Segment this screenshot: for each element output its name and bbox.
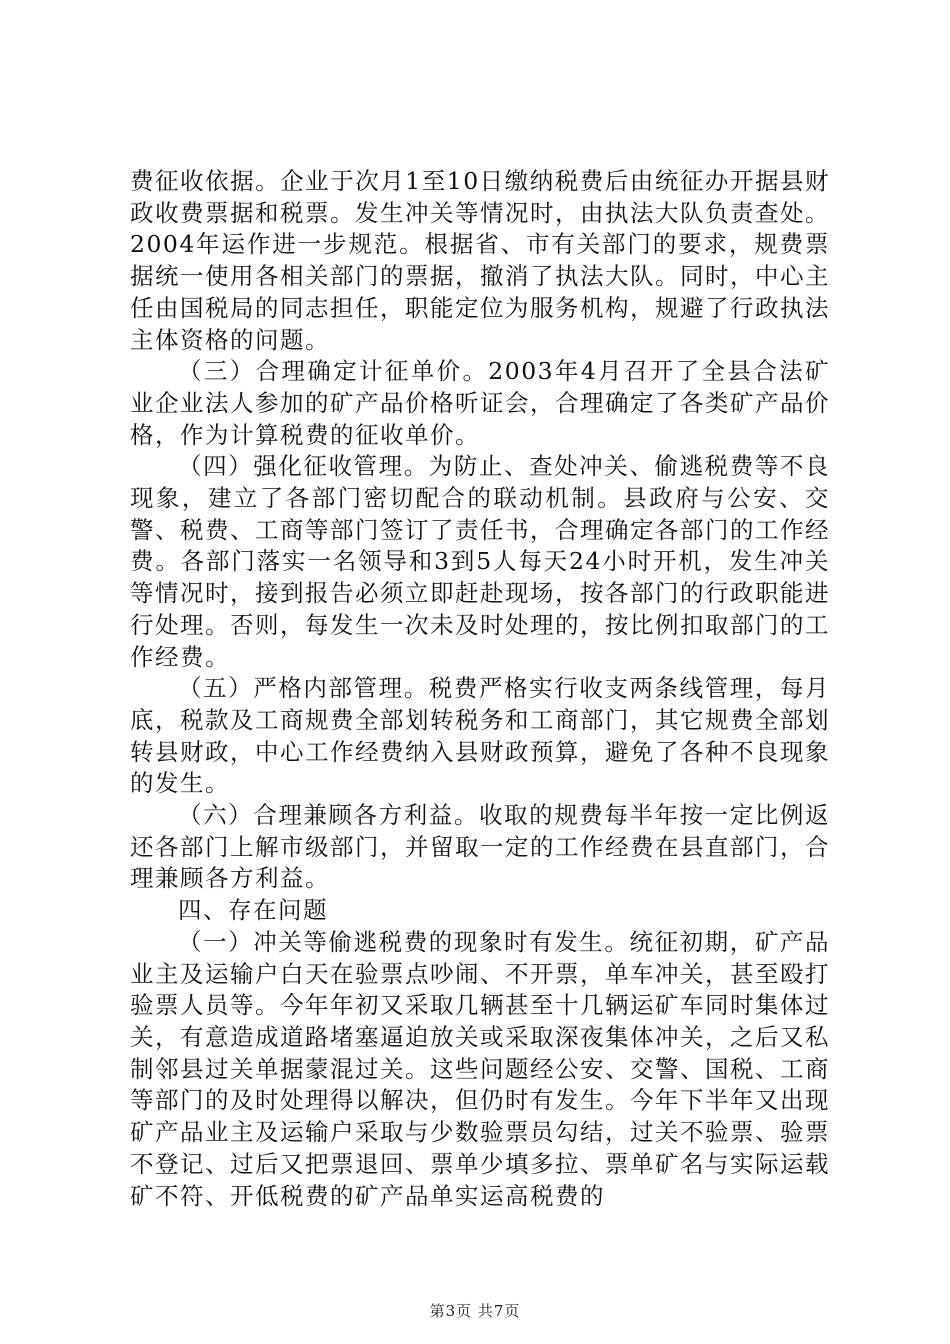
- paragraph-section-3: （三）合理确定计征单价。2003年4月召开了全县合法矿业企业法人参加的矿产品价格听证会，合理确定了各类矿产品价格，作为计算税费的征收单价。: [130, 357, 830, 449]
- paragraph-continuation: 费征收依据。企业于次月1至10日缴纳税费后由统征办开据县财政收费票据和税票。发生冲关等情况时，由执法大队负责查处。2004年运作进一步规范。根据省、市有关部门的要求，规费票据统一使用各相关部门的票据，撤消了执法大队。同时，中心主任由国税局的同志担任，职能定位为服务机构，规避了行政执法主体资格的问题。: [130, 167, 830, 354]
- paragraph-section-4: （四）强化征收管理。为防止、查处冲关、偷逃税费等不良现象，建立了各部门密切配合的联动机制。县政府与公安、交警、税费、工商等部门签订了责任书，合理确定各部门的工作经费。各部门落实一名领导和3到5人每天24小时开机，发生冲关等情况时，接到报告必须立即赶赴现场，按各部门的行政职能进行处理。否则，每发生一次未及时处理的，按比例扣取部门的工作经费。: [130, 452, 830, 671]
- paragraph-problem-1: （一）冲关等偷逃税费的现象时有发生。统征初期，矿产品业主及运输户白天在验票点吵闹、不开票，单车冲关，甚至殴打验票人员等。今年年初又采取几辆甚至十几辆运矿车同时集体过关，有意造成道路堵塞逼迫放关或采取深夜集体冲关，之后又私制邻县过关单据蒙混过关。这些问题经公安、交警、国税、工商等部门的及时处理得以解决，但仍时有发生。今年下半年又出现矿产品业主及运输户采取与少数验票员勾结，过关不验票、验票不登记、过后又把票退回、票单少填多拉、票单矿名与实际运载矿不符、开低税费的矿产品单实运高税费的: [130, 927, 830, 1210]
- document-body: [130, 166, 830, 1212]
- section-heading-problems: 四、存在问题: [178, 896, 328, 925]
- page-number-footer: 第3页 共7页: [429, 1302, 521, 1320]
- paragraph-section-5: （五）严格内部管理。税费严格实行收支两条线管理，每月底，税款及工商规费全部划转税务和工商部门，其它规费全部划转县财政，中心工作经费纳入县财政预算，避免了各种不良现象的发生。: [130, 674, 830, 798]
- paragraph-section-6: （六）合理兼顾各方利益。收取的规费每半年按一定比例返还各部门上解市级部门，并留取一定的工作经费在县直部门，合理兼顾各方利益。: [130, 801, 830, 893]
